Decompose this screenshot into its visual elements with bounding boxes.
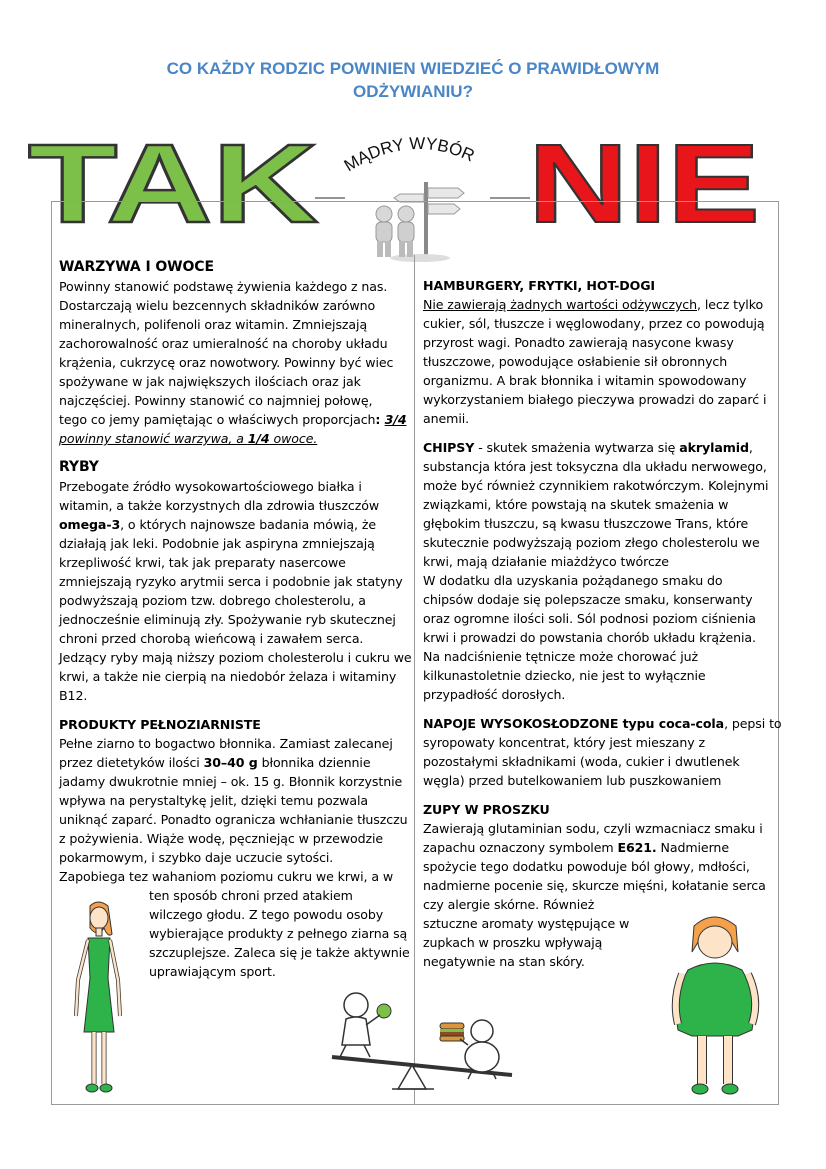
text-line: pozostałymi składnikami (woda, cukier i dwutlenek <box>423 754 740 769</box>
text-line: organizmu. A brak błonnika i witamin spowodowany <box>423 373 747 388</box>
text-line: głębokim tłuszczu, są kwasu tłuszczowe Trans, które <box>423 516 749 531</box>
text-line: Powinny stanowić podstawę żywienia każdego z nas. <box>59 279 388 294</box>
text-line: krążenia, cukrzycę oraz nowotwory. Powinny być wiec <box>59 355 394 370</box>
text-line: mineralnych, polifenoli oraz witamin. Zmniejszają <box>59 317 368 332</box>
left-column <box>59 258 411 981</box>
text-line: syropowaty koncentrat, który jest mieszany z <box>423 735 706 750</box>
text-line: krwi i prowadzi do powstania chorób układu krążenia. <box>423 630 756 645</box>
colon: : <box>375 412 385 427</box>
omega-3-term: omega-3 <box>59 517 121 532</box>
text-span: owoce. <box>269 431 318 446</box>
text-line: wpływa na perystaltykę jelit, dzięki temu pozwala <box>59 793 368 808</box>
text-line: W dodatku dla uzyskania pożądanego smaku do <box>423 573 723 588</box>
text-line: skutecznie podwyższają poziom złego cholesterolu we <box>423 535 760 550</box>
text-line: wilczego głodu. Z tego powodu osoby <box>149 907 384 922</box>
slim-woman-icon <box>68 898 128 1096</box>
text-line <box>423 838 775 857</box>
text-line: krzepliwość krwi, tak jak preparaty nasercowe <box>59 555 346 570</box>
madry-wybor-text: MĄDRY WYBÓR <box>340 133 478 176</box>
tak-text: TAK <box>28 121 318 246</box>
text-line: witamin, a także korzystnych dla zdrowia tłuszczów <box>59 498 380 513</box>
text-line: jednocześnie eliminują zły. Spożywanie ryb skutecznej <box>59 612 396 627</box>
column-divider <box>414 255 415 1105</box>
text-line: oraz ogromne ilości soli. Sól podnosi poziom ciśnienia <box>423 611 756 626</box>
text-line: Zawierają glutaminian sodu, czyli wzmacniacz smaku i <box>423 821 763 836</box>
text-line <box>423 438 775 457</box>
text-line: negatywnie na stan skóry. <box>423 954 585 969</box>
text-span: błonnika dziennie <box>257 755 371 770</box>
text-line: nadmierne pocenie się, skurcze mięśni, kołatanie serca <box>423 878 766 893</box>
text-line: Dostarczają wielu bezcennych składników zarówno <box>59 298 376 313</box>
nie-text: NIE <box>528 121 760 246</box>
section-title-produkty: PRODUKTY PEŁNOZIARNISTE <box>59 717 261 732</box>
text-line <box>59 410 411 429</box>
text-line: podwyższają poziom tzw. dobrego cholesterolu, a <box>59 593 366 608</box>
text-span: przez dietetyków ilości <box>59 755 204 770</box>
ratio-three-quarters: 3/4 <box>384 412 407 427</box>
text-span: Nadmierne <box>656 840 729 855</box>
text-line: tłuszczowe, powodujące osłabienie sił obronnych <box>423 354 728 369</box>
text-line <box>59 753 411 772</box>
text-span: powinny stanowić warzywa, a <box>59 431 248 446</box>
underlined-claim: Nie zawierają żadnych wartości odżywczych <box>423 297 698 312</box>
text-span: tego co jemy pamiętając o właściwych proporcjach <box>59 412 376 427</box>
text-line: spożywane w jak największych ilościach oraz jak <box>59 374 361 389</box>
text-line: związkami, które powstają na skutek smażenia w <box>423 497 729 512</box>
text-line: cukier, sól, tłuszcze i węglowodany, przez co powodują <box>423 316 765 331</box>
text-line: czy alergie skórne. Również <box>423 897 595 912</box>
text-line: uniknąć zaparć. Ponadto ogranicza wchłanianie tłuszczu <box>59 812 408 827</box>
e621-term: E621. <box>617 840 657 855</box>
text-span: , pepsi to <box>724 716 782 731</box>
text-line: szczuplejsze. Zaleca się je także aktywnie <box>149 945 410 960</box>
fiber-amount: 30–40 g <box>203 755 258 770</box>
text-line: Na nadciśnienie tętnicze może chorować już <box>423 649 699 664</box>
text-line: wybierające produkty z pełnego ziarna są <box>149 926 408 941</box>
akrylamid-term: akrylamid <box>679 440 749 455</box>
text-line: zupkach w proszku wpływają <box>423 935 603 950</box>
text-span: , o których najnowsze badania mówią, że <box>120 517 377 532</box>
text-line <box>423 714 782 733</box>
text-line: przypadłość dorosłych. <box>423 687 566 702</box>
section-title-ryby: RYBY <box>59 459 99 475</box>
text-line: Pełne ziarno to bogactwo błonnika. Zamiast zalecanej <box>59 736 393 751</box>
text-line: Jedzący ryby mają niższy poziom cholesterolu i cukru we <box>59 650 412 665</box>
overweight-woman-icon <box>672 912 762 1098</box>
text-line: z pożywienia. Wiąże wodę, pęczniejąc w przewodzie <box>59 831 384 846</box>
text-line: chroni przed chorobą wieńcową i zawałem serca. <box>59 631 364 646</box>
section-title-napoje: NAPOJE WYSOKOSŁODZONE typu coca-cola <box>423 716 725 731</box>
right-column <box>423 276 782 971</box>
text-span: , lecz tylko <box>697 297 764 312</box>
text-line: krwi, mają działanie miażdżyco twórcze <box>423 554 669 569</box>
text-line: zachorowalność oraz umieralność na choroby układu <box>59 336 388 351</box>
text-line: pokarmowym, i szybko daje uczucie sytości. <box>59 850 334 865</box>
title-line-1: CO KAŻDY RODZIC POWINIEN WIEDZIEĆ O PRAWIDŁOWYM <box>166 59 660 78</box>
text-line: spożycie tego dodatku powoduje ból głowy, mdłości, <box>423 859 750 874</box>
text-line: wykorzystaniem białego pieczywa prowadzi do zaparć i <box>423 392 767 407</box>
text-line: przyrost wagi. Ponadto zawierają nasycone kwasy <box>423 335 734 350</box>
text-line: kilkunastoletnie dziecko, nie jest to wyłącznie <box>423 668 706 683</box>
text-line <box>423 295 775 314</box>
section-title-zupy: ZUPY W PROSZKU <box>423 802 550 817</box>
text-line: uprawiającym sport. <box>149 964 276 979</box>
seesaw-kids-icon <box>312 985 517 1100</box>
text-line: sztuczne aromaty występujące w <box>423 916 630 931</box>
title-line-2: ODŻYWIANIU? <box>353 82 473 101</box>
ratio-one-quarter: 1/4 <box>247 431 270 446</box>
text-line: ten sposób chroni przed atakiem <box>149 888 353 903</box>
text-line: najczęściej. Powinny stanowić co najmniej połowę, <box>59 393 373 408</box>
text-line: jadamy dwukrotnie mniej – ok. 15 g. Błonnik korzystnie <box>59 774 403 789</box>
text-line: krwi, a także nie cierpią na niedobór żelaza i witaminy <box>59 669 397 684</box>
section-title-warzywa: WARZYWA I OWOCE <box>59 259 214 275</box>
text-line <box>59 429 411 448</box>
section-title-chipsy: CHIPSY <box>423 440 475 455</box>
text-line: Zapobiega tez wahaniom poziomu cukru we krwi, a w <box>59 869 394 884</box>
text-line: węgla) przed butelkowaniem lub puszkowaniem <box>423 773 722 788</box>
text-line: chipsów dodaje się polepszacze smaku, konserwanty <box>423 592 753 607</box>
text-line: substancja która jest toksyczna dla układu nerwowego, <box>423 459 767 474</box>
text-line: anemii. <box>423 411 470 426</box>
text-span: , <box>748 440 753 455</box>
text-line <box>59 515 411 534</box>
text-line: B12. <box>59 688 88 703</box>
section-title-hamburgery: HAMBURGERY, FRYTKI, HOT-DOGI <box>423 278 656 293</box>
text-line: działają jak leki. Podobnie jak aspiryna zmniejszają <box>59 536 375 551</box>
text-line: Przebogate źródło wysokowartościowego białka i <box>59 479 362 494</box>
text-line: zmniejszają ryzyko arytmii serca i podobnie jak statyny <box>59 574 403 589</box>
text-line: może być również czynnikiem rakotwórczym. Kolejnymi <box>423 478 769 493</box>
text-span: - skutek smażenia wytwarza się <box>474 440 680 455</box>
text-span: zapachu oznaczony symbolem <box>423 840 618 855</box>
